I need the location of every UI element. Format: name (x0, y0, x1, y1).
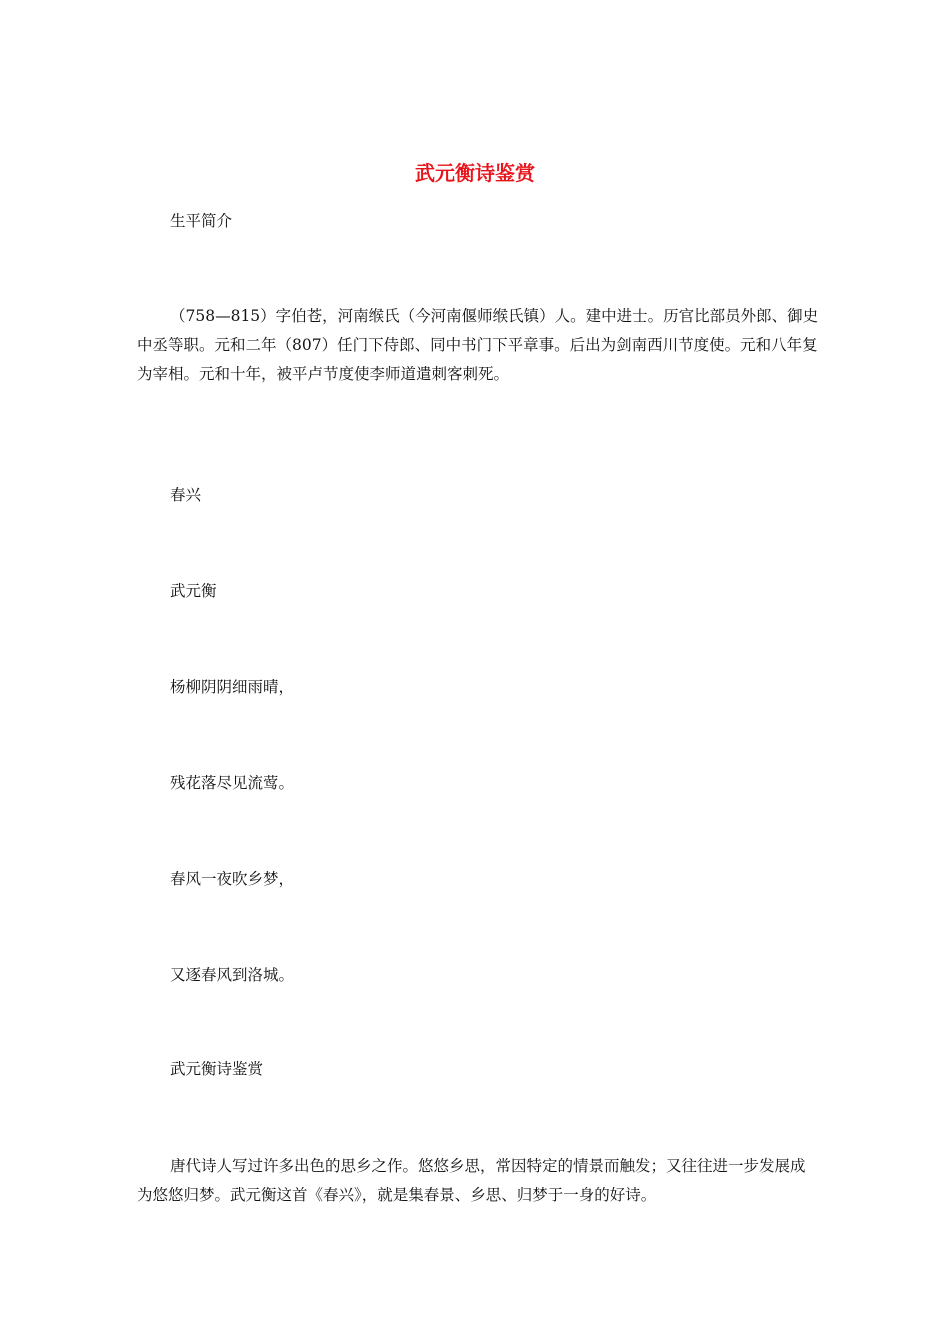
poem-author: 武元衡 (170, 582, 217, 600)
document-title: 武元衡诗鉴赏 (415, 161, 535, 185)
poem-line-3: 春风一夜吹乡梦， (170, 870, 295, 888)
appreciation-paragraph: 唐代诗人写过许多出色的思乡之作。悠悠乡思，常因特定的情景而触发；又往往进一步发展成为悠悠归梦。武元衡这首《春兴》，就是集春景、乡思、归梦于一身的好诗。 (137, 1157, 806, 1204)
section-heading-appreciation: 武元衡诗鉴赏 (170, 1060, 264, 1078)
poem-title: 春兴 (170, 486, 202, 504)
bio-paragraph: （758—815）字伯苍，河南缑氏（今河南偃师缑氏镇）人。建中进士。历官比部员外郎、御史中丞等职。元和二年（807）任门下侍郎、同中书门下平章事。后出为剑南西川节度使。元和八年复为宰相。元和十年，被平卢节度使李师道遣刺客刺死。 (137, 307, 819, 383)
poem-line-2: 残花落尽见流莺。 (170, 774, 295, 792)
section-heading-bio: 生平简介 (170, 212, 233, 230)
poem-line-1: 杨柳阴阴细雨晴， (170, 678, 295, 696)
poem-line-4: 又逐春风到洛城。 (170, 966, 295, 984)
